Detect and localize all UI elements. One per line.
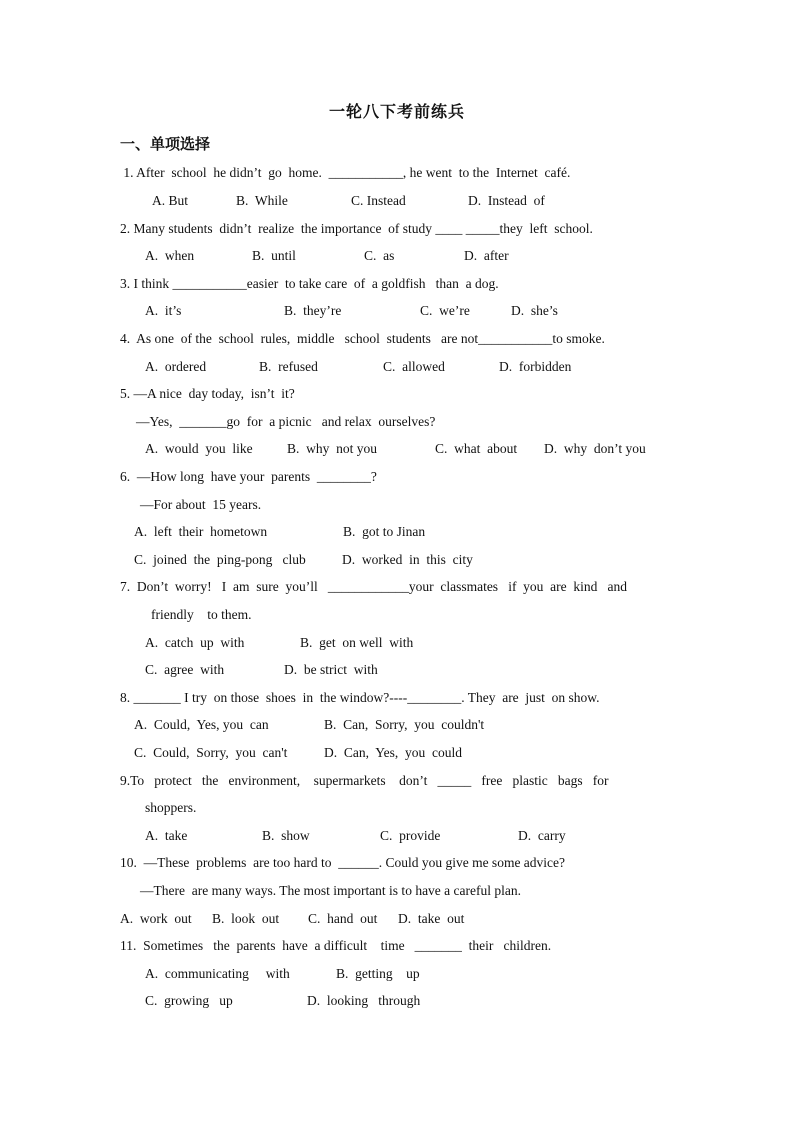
option-b: B. get on well with	[300, 635, 414, 650]
option-d: D. carry	[518, 828, 566, 843]
option-a: A. left their hometown	[134, 524, 268, 539]
option-d: D. why don’t you	[544, 441, 646, 456]
option-a: A. But	[152, 193, 189, 208]
question-10-line2: —There are many ways. The most important is to have a careful plan.	[140, 883, 521, 898]
option-a: A. take	[145, 828, 188, 843]
option-b: B. they’re	[284, 303, 342, 318]
option-b: B. show	[262, 828, 310, 843]
option-b: B. While	[236, 193, 288, 208]
option-c: C. what about	[435, 441, 518, 456]
question-5-line2: —Yes, _______go for a picnic and relax ourselves?	[136, 414, 436, 429]
question-6-stem: 6. —How long have your parents ________?	[120, 469, 377, 484]
option-c: C. hand out	[308, 911, 378, 926]
question-4-stem: 4. As one of the school rules, middle school students are not___________to smoke.	[120, 331, 605, 346]
option-a: A. would you like	[145, 441, 253, 456]
question-10-stem: 10. —These problems are too hard to ______. Could you give me some advice?	[120, 855, 566, 870]
option-a: A. ordered	[145, 359, 207, 374]
option-b: B. Can, Sorry, you couldn't	[324, 717, 485, 732]
option-b: B. until	[252, 248, 296, 263]
option-d: D. looking through	[307, 993, 421, 1008]
question-9-line2: shoppers.	[145, 800, 197, 815]
question-7-stem: 7. Don’t worry! I am sure you’ll ____________your classmates if you are kind and	[120, 579, 628, 594]
option-c: C. growing up	[145, 993, 233, 1008]
question-11-stem: 11. Sometimes the parents have a difficult time _______ their children.	[120, 938, 552, 953]
question-5-stem: 5. —A nice day today, isn’t it?	[120, 386, 295, 401]
question-3-stem: 3. I think ___________easier to take care of a goldfish than a dog.	[120, 276, 499, 291]
option-d: D. she’s	[511, 303, 558, 318]
option-c: C. Could, Sorry, you can't	[134, 745, 288, 760]
option-c: C. as	[364, 248, 395, 263]
option-d: D. after	[464, 248, 509, 263]
option-c: C. Instead	[351, 193, 406, 208]
option-a: A. work out	[120, 911, 192, 926]
option-b: B. look out	[212, 911, 280, 926]
option-c: C. agree with	[145, 662, 225, 677]
option-c: C. we’re	[420, 303, 470, 318]
option-d: D. take out	[398, 911, 465, 926]
question-2-stem: 2. Many students didn’t realize the importance of study ____ _____they left school.	[120, 221, 593, 236]
option-b: B. why not you	[287, 441, 378, 456]
option-d: D. be strict with	[284, 662, 378, 677]
page-title: 一轮八下考前练兵	[328, 104, 465, 121]
option-c: C. allowed	[383, 359, 445, 374]
question-1-stem: 1. After school he didn’t go home. ___________, he went to the Internet café.	[120, 165, 571, 180]
option-d: D. forbidden	[499, 359, 572, 374]
question-8-stem: 8. _______ I try on those shoes in the window?----________. They are just on show.	[120, 690, 600, 705]
option-a: A. Could, Yes, you can	[134, 717, 269, 732]
option-b: B. getting up	[336, 966, 420, 981]
section-heading: 一、单项选择	[120, 137, 211, 153]
question-9-stem: 9.To protect the environment, supermarkets don’t _____ free plastic bags for	[120, 773, 609, 788]
option-a: A. catch up with	[145, 635, 245, 650]
question-6-line2: —For about 15 years.	[140, 497, 262, 512]
option-c: C. provide	[380, 828, 441, 843]
option-a: A. it’s	[145, 303, 182, 318]
option-d: D. Instead of	[468, 193, 545, 208]
option-b: B. refused	[259, 359, 318, 374]
option-c: C. joined the ping-pong club	[134, 552, 306, 567]
option-b: B. got to Jinan	[343, 524, 426, 539]
option-d: D. Can, Yes, you could	[324, 745, 463, 760]
option-a: A. when	[145, 248, 195, 263]
option-d: D. worked in this city	[342, 552, 473, 567]
option-a: A. communicating with	[145, 966, 290, 981]
question-7-line2: friendly to them.	[151, 607, 252, 622]
